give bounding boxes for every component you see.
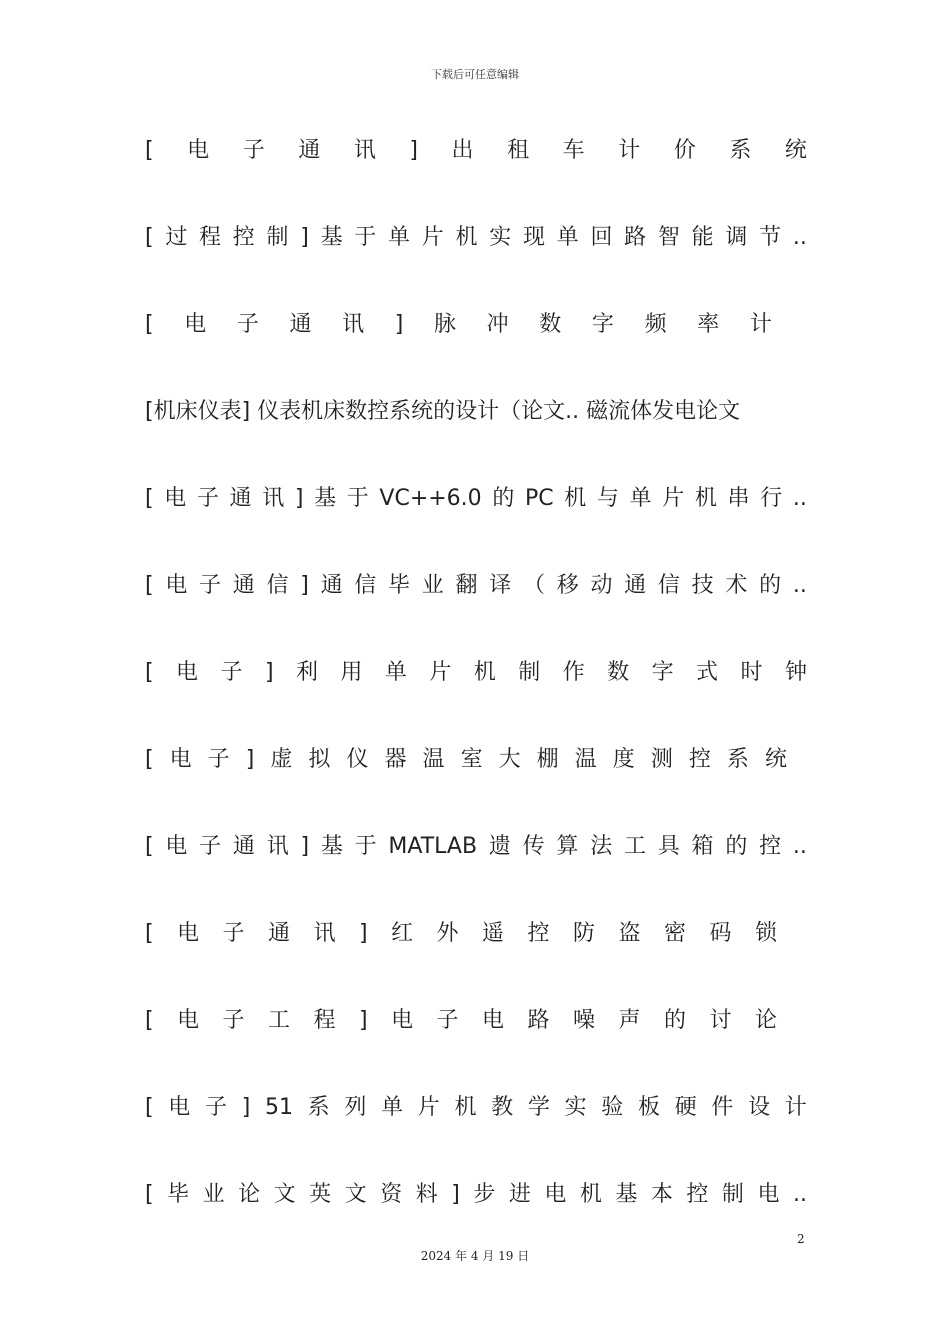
line-glyph: （ — [522, 573, 545, 598]
line-glyph: 毕 — [167, 1182, 190, 1207]
line-glyph: 系 — [726, 747, 749, 772]
line-glyph: 遥 — [482, 921, 505, 946]
line-glyph: ] — [451, 1182, 460, 1207]
list-item — [145, 569, 807, 603]
line-glyph: 子 — [236, 312, 259, 337]
line-glyph: 子 — [196, 486, 219, 511]
line-glyph: 器 — [384, 747, 407, 772]
line-glyph: ] — [300, 225, 309, 250]
line-glyph: 计 — [749, 312, 772, 337]
line-glyph: 控 — [232, 225, 255, 250]
line-glyph: 讯 — [266, 834, 289, 859]
line-glyph: 温 — [422, 747, 445, 772]
line-glyph: 的 — [725, 834, 748, 859]
line-glyph: 电 — [177, 921, 200, 946]
line-glyph: ] — [264, 660, 274, 685]
line-glyph: 仪 — [346, 747, 369, 772]
line-glyph: 现 — [522, 225, 545, 250]
line-glyph: 程 — [313, 1008, 336, 1033]
line-glyph: 电 — [544, 1182, 567, 1207]
line-glyph: 基 — [615, 1182, 638, 1207]
line-glyph: 片 — [417, 1095, 440, 1120]
line-glyph: 子 — [199, 834, 222, 859]
line-glyph: 电 — [187, 138, 210, 163]
line-glyph: 论 — [238, 1182, 261, 1207]
line-glyph: 防 — [573, 921, 596, 946]
line-glyph: 价 — [673, 138, 696, 163]
line-glyph: 步 — [473, 1182, 496, 1207]
line-glyph: 工 — [623, 834, 646, 859]
list-item — [145, 656, 807, 690]
line-glyph: 传 — [522, 834, 545, 859]
line-glyph: 信 — [657, 573, 680, 598]
line-glyph: 大 — [498, 747, 521, 772]
line-glyph: [ — [145, 138, 154, 163]
line-glyph: 利 — [295, 660, 318, 685]
line-glyph: [ — [145, 1095, 154, 1120]
line-glyph: 棚 — [536, 747, 559, 772]
line-glyph: 控 — [686, 1182, 709, 1207]
line-glyph: 控 — [759, 834, 782, 859]
line-glyph: MATLAB — [388, 834, 478, 859]
line-glyph: [ — [145, 660, 154, 685]
line-glyph: [ — [145, 1182, 154, 1207]
line-glyph: 串 — [727, 486, 750, 511]
line-glyph: 机 — [564, 486, 587, 511]
line-glyph: 外 — [436, 921, 459, 946]
line-glyph: 电 — [165, 573, 188, 598]
line-glyph: 信 — [266, 573, 289, 598]
line-glyph: 节 — [759, 225, 782, 250]
line-glyph: 电 — [177, 1008, 200, 1033]
line-glyph: 过 — [165, 225, 188, 250]
line-glyph: 片 — [429, 660, 452, 685]
line-glyph: 声 — [618, 1008, 641, 1033]
line-glyph: 电 — [482, 1008, 505, 1033]
line-glyph: 单 — [381, 1095, 404, 1120]
line-glyph: 于 — [354, 834, 377, 859]
line-glyph: 基 — [314, 486, 337, 511]
line-glyph: 板 — [637, 1095, 660, 1120]
line-glyph: 数 — [539, 312, 562, 337]
line-glyph: 能 — [691, 225, 714, 250]
line-glyph: 制 — [518, 660, 541, 685]
line-glyph: 车 — [562, 138, 585, 163]
line-glyph: 讯 — [342, 312, 365, 337]
line-glyph: 业 — [421, 573, 444, 598]
line-glyph: ] — [245, 747, 255, 772]
line-glyph: 脉 — [434, 312, 457, 337]
line-glyph: 电 — [165, 834, 188, 859]
page-header: 下载后可任意编辑 — [431, 68, 519, 81]
line-glyph: 信 — [354, 573, 377, 598]
line-glyph: ] — [394, 312, 404, 337]
line-glyph: 通 — [624, 573, 647, 598]
line-glyph: 算 — [556, 834, 579, 859]
line-glyph: 机 — [694, 486, 717, 511]
list-item — [145, 1004, 777, 1038]
line-glyph: 学 — [527, 1095, 550, 1120]
line-glyph: 列 — [344, 1095, 367, 1120]
line-glyph: .. — [792, 486, 807, 511]
line-glyph: 电 — [391, 1008, 414, 1033]
line-glyph: PC — [524, 486, 554, 511]
line-glyph: 的 — [492, 486, 515, 511]
line-glyph: 具 — [657, 834, 680, 859]
list-item — [145, 1091, 807, 1125]
line-glyph: 温 — [574, 747, 597, 772]
line-glyph: 通 — [232, 573, 255, 598]
line-glyph: 法 — [590, 834, 613, 859]
line-glyph: 通 — [229, 486, 252, 511]
line-glyph: 设 — [748, 1095, 771, 1120]
line-glyph: ] — [359, 1008, 368, 1033]
line-glyph: 的 — [663, 1008, 686, 1033]
line-glyph: 实 — [564, 1095, 587, 1120]
line-glyph: 单 — [556, 225, 579, 250]
line-glyph: 电 — [164, 486, 187, 511]
line-glyph: 计 — [618, 138, 641, 163]
line-glyph: 智 — [657, 225, 680, 250]
line-glyph: 单 — [629, 486, 652, 511]
line-glyph: 通 — [320, 573, 343, 598]
list-item — [145, 134, 807, 168]
line-glyph: [ — [145, 1008, 154, 1033]
line-glyph: 子 — [207, 747, 230, 772]
line-glyph: 租 — [507, 138, 530, 163]
line-glyph: 拟 — [308, 747, 331, 772]
line-glyph: 电 — [168, 1095, 191, 1120]
line-glyph: 硬 — [674, 1095, 697, 1120]
line-glyph: 电 — [169, 747, 192, 772]
line-glyph: 单 — [384, 660, 407, 685]
line-glyph: 行 — [760, 486, 783, 511]
line-glyph: 电 — [176, 660, 199, 685]
line-glyph: 通 — [232, 834, 255, 859]
line-glyph: 通 — [298, 138, 321, 163]
line-glyph: 作 — [562, 660, 585, 685]
line-glyph: 计 — [784, 1095, 807, 1120]
line-glyph: .. — [792, 834, 807, 859]
line-glyph: 于 — [354, 225, 377, 250]
line-glyph: 钟 — [784, 660, 807, 685]
line-glyph: 统 — [764, 747, 787, 772]
line-glyph: 制 — [266, 225, 289, 250]
line-glyph: 通 — [268, 921, 291, 946]
line-glyph: 制 — [721, 1182, 744, 1207]
line-glyph: 资 — [380, 1182, 403, 1207]
line-glyph: 码 — [709, 921, 732, 946]
line-glyph: 文 — [273, 1182, 296, 1207]
line-glyph: 式 — [696, 660, 719, 685]
line-glyph: [ — [145, 312, 154, 337]
line-glyph: 测 — [650, 747, 673, 772]
list-item: [机床仪表] 仪表机床数控系统的设计（论文.. 磁流体发电论文 — [145, 399, 741, 424]
line-glyph: .. — [792, 1182, 807, 1207]
line-glyph: 率 — [697, 312, 720, 337]
line-glyph: 讨 — [709, 1008, 732, 1033]
line-glyph: 盗 — [618, 921, 641, 946]
page-footer-date: 2024 年 4 月 19 日 — [420, 1249, 530, 1263]
line-glyph: 路 — [624, 225, 647, 250]
line-glyph: [ — [145, 225, 154, 250]
line-glyph: 子 — [242, 138, 265, 163]
line-glyph: 机 — [473, 660, 496, 685]
line-glyph: 料 — [415, 1182, 438, 1207]
list-item — [145, 743, 787, 777]
line-glyph: 讯 — [262, 486, 285, 511]
line-glyph: 术 — [725, 573, 748, 598]
line-glyph: 片 — [662, 486, 685, 511]
line-glyph: 路 — [527, 1008, 550, 1033]
line-glyph: 本 — [650, 1182, 673, 1207]
line-glyph: 通 — [289, 312, 312, 337]
line-glyph: 程 — [199, 225, 222, 250]
line-glyph: 用 — [340, 660, 363, 685]
line-glyph: 子 — [436, 1008, 459, 1033]
line-glyph: 子 — [199, 573, 222, 598]
line-glyph: [ — [145, 921, 154, 946]
line-glyph: 虚 — [270, 747, 293, 772]
line-glyph: [ — [145, 834, 154, 859]
list-item — [145, 482, 807, 516]
line-glyph: 件 — [711, 1095, 734, 1120]
line-glyph: 子 — [220, 660, 243, 685]
line-glyph: ] — [300, 573, 309, 598]
line-glyph: 字 — [651, 660, 674, 685]
line-glyph: 于 — [346, 486, 369, 511]
line-glyph: 红 — [391, 921, 414, 946]
line-glyph: 基 — [320, 225, 343, 250]
list-item — [145, 1178, 807, 1212]
line-glyph: [ — [145, 573, 154, 598]
line-glyph: 讯 — [313, 921, 336, 946]
line-glyph: 基 — [320, 834, 343, 859]
line-glyph: ] — [241, 1095, 251, 1120]
line-glyph: 控 — [688, 747, 711, 772]
line-glyph: 密 — [663, 921, 686, 946]
line-glyph: 移 — [556, 573, 579, 598]
line-glyph: 子 — [204, 1095, 227, 1120]
line-glyph: 调 — [725, 225, 748, 250]
line-glyph: [ — [145, 747, 154, 772]
page-number: 2 — [797, 1232, 805, 1246]
line-glyph: 出 — [451, 138, 474, 163]
line-glyph: 统 — [784, 138, 807, 163]
line-glyph: 实 — [489, 225, 512, 250]
line-glyph: 控 — [527, 921, 550, 946]
line-glyph: 英 — [309, 1182, 332, 1207]
line-glyph: 片 — [421, 225, 444, 250]
line-glyph: 系 — [307, 1095, 330, 1120]
line-glyph: ] — [359, 921, 368, 946]
line-glyph: .. — [792, 225, 807, 250]
line-glyph: 翻 — [455, 573, 478, 598]
line-glyph: 子 — [222, 921, 245, 946]
line-glyph: 度 — [612, 747, 635, 772]
line-glyph: ] — [294, 486, 304, 511]
line-glyph: 电 — [184, 312, 207, 337]
line-glyph: 工 — [268, 1008, 291, 1033]
line-glyph: 教 — [491, 1095, 514, 1120]
line-glyph: 电 — [757, 1182, 780, 1207]
line-glyph: 译 — [489, 573, 512, 598]
line-glyph: 论 — [754, 1008, 777, 1033]
list-item — [145, 308, 772, 342]
line-glyph: 室 — [460, 747, 483, 772]
line-glyph: 机 — [579, 1182, 602, 1207]
line-glyph: 子 — [222, 1008, 245, 1033]
line-glyph: ] — [409, 138, 418, 163]
list-item — [145, 221, 807, 255]
line-glyph: 箱 — [691, 834, 714, 859]
line-glyph: 文 — [344, 1182, 367, 1207]
line-glyph: 验 — [601, 1095, 624, 1120]
line-glyph: .. — [792, 573, 807, 598]
line-glyph: 技 — [691, 573, 714, 598]
list-item — [145, 830, 807, 864]
line-glyph: 的 — [759, 573, 782, 598]
line-glyph: 进 — [508, 1182, 531, 1207]
line-glyph: 数 — [607, 660, 630, 685]
line-glyph: ] — [300, 834, 310, 859]
list-item — [145, 917, 777, 951]
line-glyph: 讯 — [353, 138, 376, 163]
line-glyph: 51 — [264, 1095, 293, 1120]
line-glyph: VC++6.0 — [379, 486, 482, 511]
line-glyph: 动 — [590, 573, 613, 598]
line-glyph: 业 — [202, 1182, 225, 1207]
line-glyph: 与 — [596, 486, 619, 511]
line-glyph: 锁 — [754, 921, 777, 946]
line-glyph: 毕 — [388, 573, 411, 598]
line-glyph: 机 — [455, 225, 478, 250]
line-glyph: 单 — [388, 225, 411, 250]
line-glyph: 系 — [729, 138, 752, 163]
line-glyph: 机 — [454, 1095, 477, 1120]
line-glyph: 回 — [590, 225, 613, 250]
line-glyph: 噪 — [573, 1008, 596, 1033]
line-glyph: 冲 — [486, 312, 509, 337]
line-glyph: 频 — [644, 312, 667, 337]
line-glyph: [ — [145, 486, 154, 511]
line-glyph: 时 — [740, 660, 763, 685]
line-glyph: 字 — [591, 312, 614, 337]
line-glyph: 遗 — [488, 834, 511, 859]
